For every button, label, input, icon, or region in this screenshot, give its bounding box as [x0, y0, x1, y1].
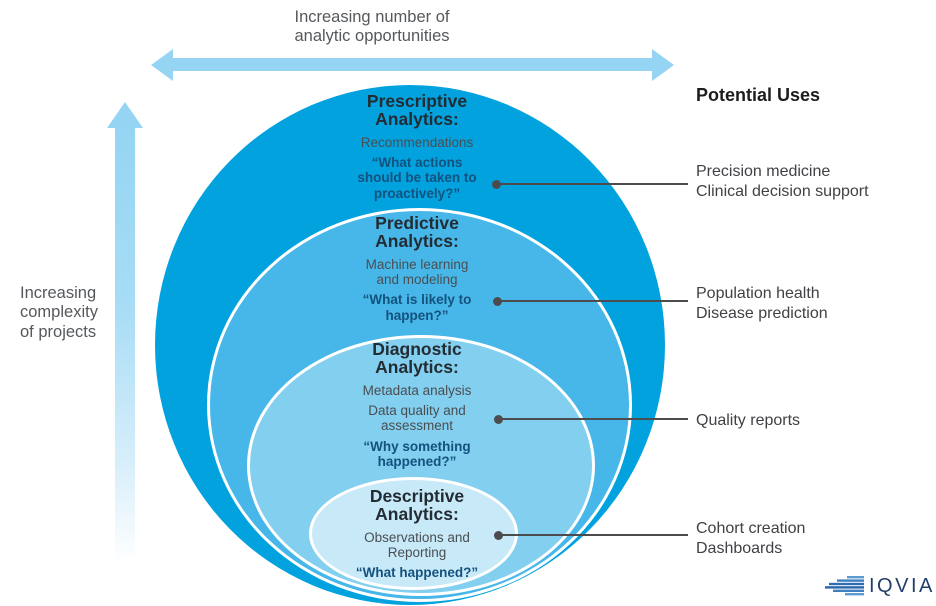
- title-line: Analytics:: [375, 504, 459, 525]
- title-line: Analytics:: [375, 231, 459, 252]
- ring-title: [302, 340, 532, 377]
- title-line: Descriptive: [369, 486, 465, 506]
- desc-line: Machine learning: [365, 256, 469, 272]
- axis-label-line: complexity: [20, 303, 98, 322]
- desc-line: Metadata analysis: [362, 382, 472, 398]
- horizontal-axis-label: [232, 8, 512, 47]
- potential-use-line: Clinical decision support: [696, 183, 869, 201]
- potential-use-line: Quality reports: [696, 412, 801, 429]
- connector-prescriptive: [497, 183, 688, 185]
- axis-label-line: Increasing number of: [294, 8, 450, 26]
- axis-label-line: analytic opportunities: [294, 27, 450, 46]
- desc-line: Recommendations: [360, 134, 474, 150]
- ring-title: [302, 214, 532, 251]
- potential-use-line: Population health: [696, 285, 820, 302]
- connector-predictive: [498, 300, 688, 302]
- ring-description: [302, 257, 532, 288]
- title-line: Prescriptive: [366, 91, 468, 111]
- title-line: Analytics:: [375, 357, 459, 378]
- potential-use-line: Disease prediction: [696, 305, 828, 323]
- diagnostic-analytics-label: [302, 340, 532, 469]
- iqvia-logo-stripes-icon: [820, 572, 866, 600]
- arrow-up-head-icon: [107, 102, 143, 128]
- quote-line: happened?”: [377, 453, 457, 469]
- potential-use-line: Precision medicine: [696, 163, 831, 180]
- connector-diagnostic: [499, 418, 688, 420]
- desc-line: Observations and: [364, 529, 470, 545]
- connector-descriptive: [499, 534, 688, 536]
- title-line: Analytics:: [375, 109, 459, 130]
- quote-line: “Why something: [363, 438, 471, 454]
- desc-line: Reporting: [387, 545, 447, 560]
- desc-line: Data quality and: [368, 403, 466, 418]
- quote-line: “What actions: [371, 155, 463, 170]
- potential-use-item: [696, 162, 869, 202]
- potential-use-item: [696, 519, 805, 559]
- quote-line: proactively?”: [373, 185, 461, 201]
- horizontal-double-arrow: [172, 58, 653, 71]
- predictive-analytics-label: [302, 214, 532, 323]
- potential-uses-heading: Potential Uses: [696, 85, 821, 105]
- desc-line: assessment: [380, 418, 454, 434]
- potential-use-line: Cohort creation: [696, 520, 806, 537]
- axis-label-line: of projects: [20, 322, 97, 341]
- vertical-arrow: [115, 127, 135, 564]
- vertical-axis-label: [20, 284, 130, 342]
- ring-title: [302, 92, 532, 129]
- ring-question: [302, 565, 532, 580]
- quote-line: “What happened?”: [355, 565, 479, 581]
- quote-line: happen?”: [385, 307, 449, 323]
- potential-use-item: [696, 284, 828, 324]
- ring-title: [302, 487, 532, 524]
- quote-line: should be taken to: [357, 170, 477, 186]
- iqvia-logo-text: IQVIA: [869, 574, 935, 597]
- iqvia-logo: [820, 572, 935, 600]
- ring-description: [302, 135, 532, 150]
- ring-description: [302, 383, 532, 398]
- arrow-left-head-icon: [151, 49, 173, 81]
- axis-label-line: Increasing: [20, 284, 97, 302]
- potential-use-line: Dashboards: [696, 540, 783, 558]
- quote-line: “What is likely to: [362, 292, 472, 308]
- ring-question: [302, 439, 532, 470]
- title-line: Diagnostic: [372, 339, 462, 359]
- title-line: Predictive: [375, 213, 459, 233]
- potential-use-item: [696, 411, 800, 431]
- ring-question: [302, 155, 532, 201]
- arrow-right-head-icon: [652, 49, 674, 81]
- desc-line: and modeling: [376, 272, 458, 287]
